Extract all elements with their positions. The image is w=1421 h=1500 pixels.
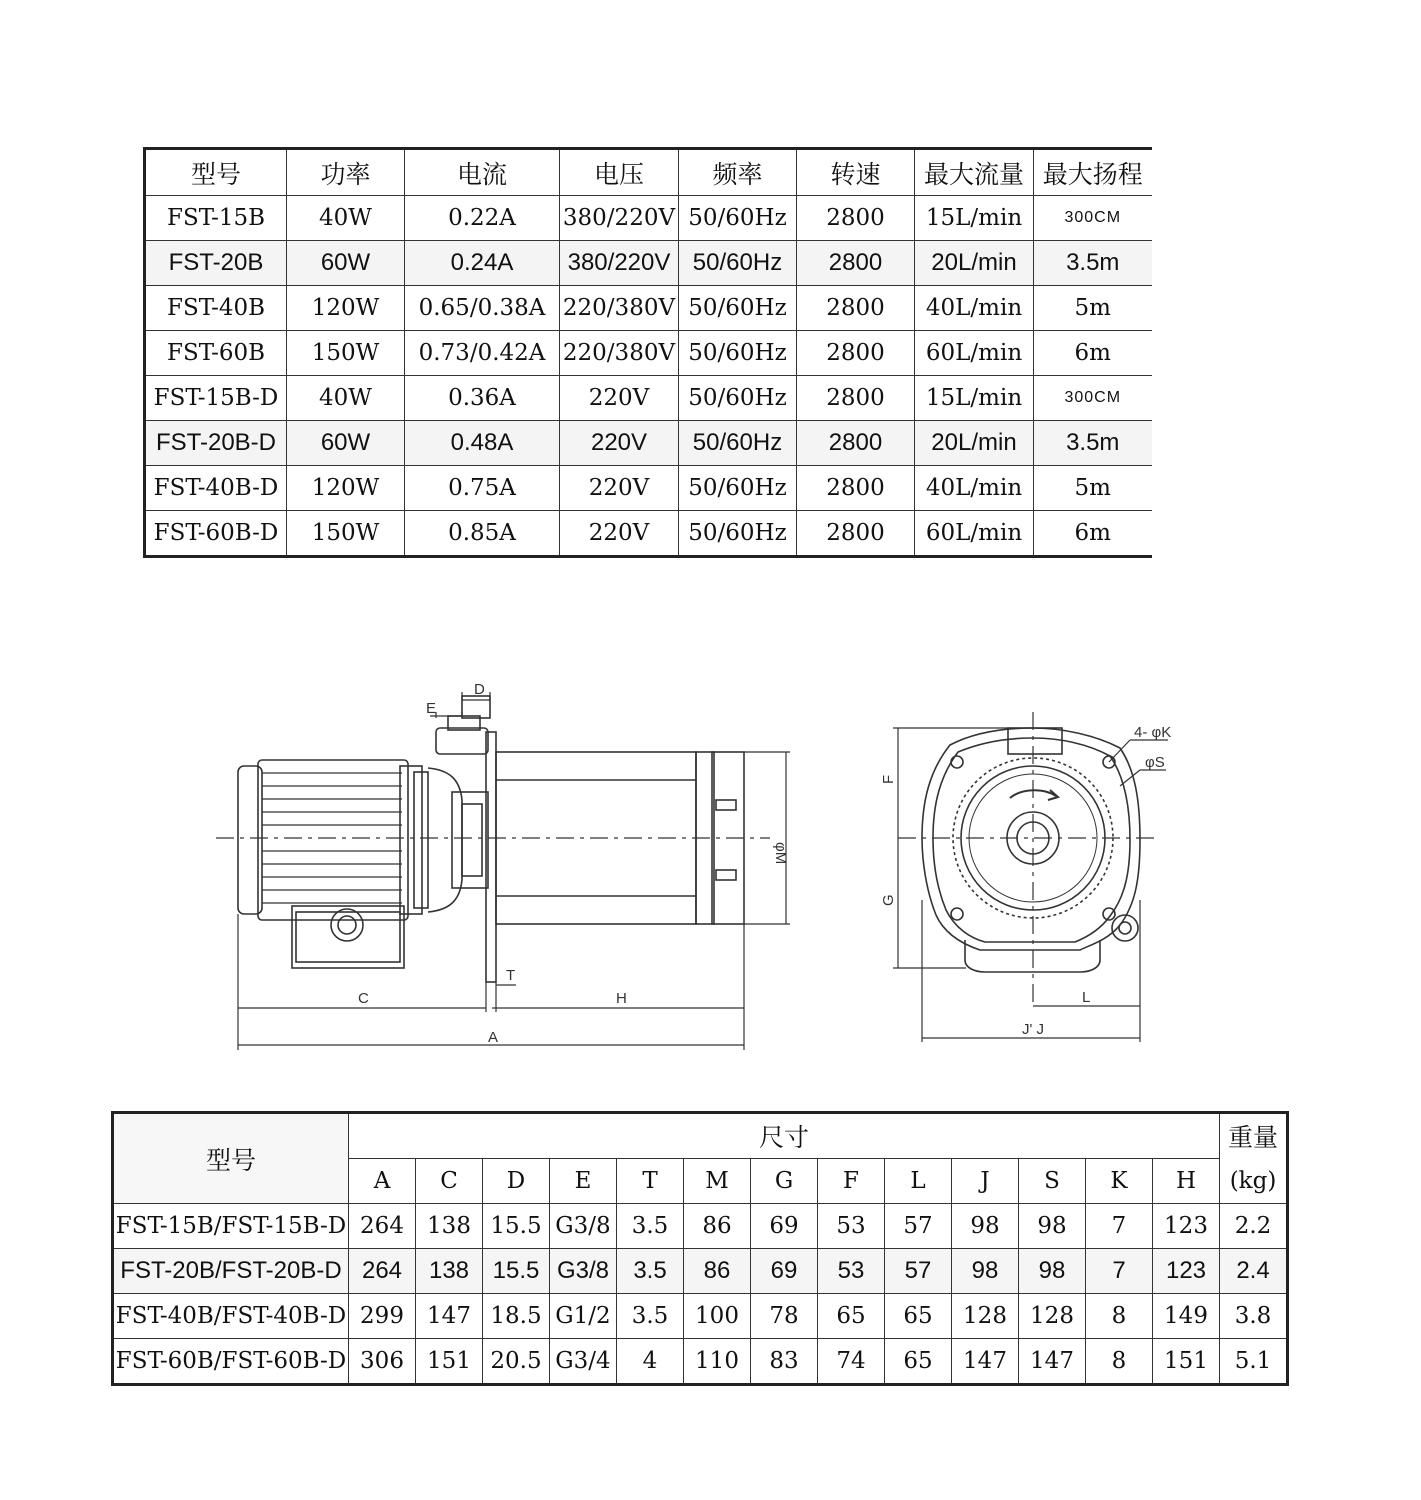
dim-cell: 128 <box>952 1294 1019 1339</box>
spec-row <box>145 376 1152 421</box>
dim-cell: FST-15B/FST-15B-D <box>113 1204 349 1249</box>
spec-header-voltage: 电压 <box>560 149 679 196</box>
pump-side-view <box>216 681 790 1050</box>
bolt-hole-icon <box>951 908 963 920</box>
spec-cell: 15L/min <box>915 196 1034 241</box>
dim-header-weight: 重量 <box>1220 1113 1288 1159</box>
spec-cell: FST-40B-D <box>145 466 287 511</box>
label-a: A <box>488 1029 499 1046</box>
spec-cell: 5m <box>1034 466 1152 511</box>
spec-cell: FST-15B <box>145 196 287 241</box>
spec-cell: 40W <box>287 196 405 241</box>
dim-cell: 138 <box>416 1204 483 1249</box>
dim-cell: 65 <box>818 1294 885 1339</box>
spec-row <box>145 196 1152 241</box>
dim-cell: 8 <box>1086 1339 1153 1385</box>
dim-col-c: C <box>416 1159 483 1204</box>
spec-cell: 2800 <box>797 421 915 466</box>
dim-cell: 69 <box>751 1249 818 1294</box>
dim-cell: 299 <box>349 1294 416 1339</box>
spec-cell: 220V <box>560 511 679 557</box>
dim-cell: 98 <box>952 1204 1019 1249</box>
dim-cell: 5.1 <box>1220 1339 1288 1385</box>
spec-cell: 6m <box>1034 511 1152 557</box>
spec-cell: 0.85A <box>405 511 560 557</box>
spec-cell: 380/220V <box>560 241 679 286</box>
label-c: C <box>358 990 369 1007</box>
cable-gland-icon <box>331 909 363 941</box>
spec-cell: 40L/min <box>915 286 1034 331</box>
spec-cell: 0.73/0.42A <box>405 331 560 376</box>
spec-header-max-head: 最大扬程 <box>1034 149 1152 196</box>
spec-cell: FST-40B <box>145 286 287 331</box>
dim-cell: FST-20B/FST-20B-D <box>113 1249 349 1294</box>
dim-cell: G1/2 <box>550 1294 617 1339</box>
spec-cell: FST-20B <box>145 241 287 286</box>
label-d: D <box>474 681 485 698</box>
dim-cell: 100 <box>684 1294 751 1339</box>
spec-cell: 220/380V <box>560 286 679 331</box>
label-s: φS <box>1145 754 1165 771</box>
spec-cell: 0.22A <box>405 196 560 241</box>
spec-cell: 50/60Hz <box>679 286 797 331</box>
cable-gland-icon <box>1112 915 1138 941</box>
dim-cell: G3/8 <box>550 1249 617 1294</box>
spec-row <box>145 421 1152 466</box>
spec-header-model: 型号 <box>145 149 287 196</box>
dim-cell: 2.4 <box>1220 1249 1288 1294</box>
dim-cell: 2.2 <box>1220 1204 1288 1249</box>
spec-header-row <box>145 149 1152 196</box>
dim-cell: 86 <box>684 1204 751 1249</box>
dim-col-k: K <box>1086 1159 1153 1204</box>
spec-cell: 20L/min <box>915 421 1034 466</box>
dim-col-l: L <box>885 1159 952 1204</box>
dim-cell: 98 <box>952 1249 1019 1294</box>
spec-cell: 150W <box>287 511 405 557</box>
spec-cell: 60L/min <box>915 331 1034 376</box>
spec-cell: 0.75A <box>405 466 560 511</box>
dim-cell: 3.5 <box>617 1249 684 1294</box>
dim-col-f: F <box>818 1159 885 1204</box>
spec-cell: 2800 <box>797 331 915 376</box>
dim-cell: 53 <box>818 1249 885 1294</box>
dim-cell: 74 <box>818 1339 885 1385</box>
spec-row <box>145 286 1152 331</box>
dim-col-a: A <box>349 1159 416 1204</box>
label-h: H <box>616 990 627 1007</box>
dim-col-j: J <box>952 1159 1019 1204</box>
spec-cell: 3.5m <box>1034 241 1152 286</box>
bolt-hole-icon <box>1103 908 1115 920</box>
spec-row <box>145 241 1152 286</box>
dim-col-d: D <box>483 1159 550 1204</box>
dim-cell: FST-60B/FST-60B-D <box>113 1339 349 1385</box>
label-f: F <box>880 774 897 784</box>
spec-cell: FST-20B-D <box>145 421 287 466</box>
spec-cell: 6m <box>1034 331 1152 376</box>
dim-row <box>113 1294 1288 1339</box>
spec-header-max-flow: 最大流量 <box>915 149 1034 196</box>
spec-cell: 40W <box>287 376 405 421</box>
dim-col-s: S <box>1019 1159 1086 1204</box>
spec-cell: 300CM <box>1034 196 1152 241</box>
spec-cell: 50/60Hz <box>679 421 797 466</box>
spec-cell: 60L/min <box>915 511 1034 557</box>
dim-cell: 306 <box>349 1339 416 1385</box>
dim-cell: 86 <box>684 1249 751 1294</box>
dim-cell: 149 <box>1153 1294 1220 1339</box>
dim-cell: 264 <box>349 1249 416 1294</box>
dim-cell: 147 <box>416 1294 483 1339</box>
dim-cell: 147 <box>952 1339 1019 1385</box>
spec-row <box>145 466 1152 511</box>
dim-cell: 4 <box>617 1339 684 1385</box>
dim-cell: 3.5 <box>617 1204 684 1249</box>
dimension-table <box>111 1111 1289 1386</box>
spec-cell: 2800 <box>797 466 915 511</box>
dim-cell: 123 <box>1153 1249 1220 1294</box>
spec-row <box>145 331 1152 376</box>
spec-cell: 0.24A <box>405 241 560 286</box>
spec-table <box>143 147 1152 558</box>
dim-col-m: M <box>684 1159 751 1204</box>
dim-row <box>113 1249 1288 1294</box>
spec-cell: 20L/min <box>915 241 1034 286</box>
dim-cell: 8 <box>1086 1294 1153 1339</box>
spec-cell: FST-15B-D <box>145 376 287 421</box>
spec-cell: 50/60Hz <box>679 511 797 557</box>
spec-cell: 50/60Hz <box>679 241 797 286</box>
spec-cell: 2800 <box>797 241 915 286</box>
dim-cell: FST-40B/FST-40B-D <box>113 1294 349 1339</box>
dim-col-weight-unit: (kg) <box>1220 1159 1288 1204</box>
spec-cell: 220V <box>560 466 679 511</box>
spec-cell: 120W <box>287 286 405 331</box>
dim-cell: 147 <box>1019 1339 1086 1385</box>
dim-cell: 57 <box>885 1204 952 1249</box>
dim-col-g: G <box>751 1159 818 1204</box>
dim-header-size: 尺寸 <box>349 1113 1220 1159</box>
label-k: 4- φK <box>1134 724 1172 741</box>
dim-cell: 110 <box>684 1339 751 1385</box>
dim-col-h: H <box>1153 1159 1220 1204</box>
dim-row <box>113 1339 1288 1385</box>
dim-cell: 83 <box>751 1339 818 1385</box>
label-t: T <box>506 967 516 984</box>
label-j: J' J <box>1022 1021 1045 1038</box>
spec-header-frequency: 频率 <box>679 149 797 196</box>
dim-cell: 3.5 <box>617 1294 684 1339</box>
dim-cell: G3/8 <box>550 1204 617 1249</box>
spec-cell: 2800 <box>797 376 915 421</box>
dim-cell: 128 <box>1019 1294 1086 1339</box>
spec-header-current: 电流 <box>405 149 560 196</box>
spec-cell: 0.65/0.38A <box>405 286 560 331</box>
spec-cell: 2800 <box>797 286 915 331</box>
dim-cell: 20.5 <box>483 1339 550 1385</box>
spec-header-power: 功率 <box>287 149 405 196</box>
spec-cell: 220V <box>560 421 679 466</box>
spec-cell: 220V <box>560 376 679 421</box>
dim-cell: 65 <box>885 1339 952 1385</box>
spec-cell: 120W <box>287 466 405 511</box>
dim-cell: 57 <box>885 1249 952 1294</box>
dim-cell: 15.5 <box>483 1204 550 1249</box>
spec-cell: 5m <box>1034 286 1152 331</box>
dim-header-row <box>113 1113 1288 1159</box>
bolt-hole-icon <box>951 756 963 768</box>
spec-cell: 50/60Hz <box>679 331 797 376</box>
spec-cell: 15L/min <box>915 376 1034 421</box>
dim-cell: 78 <box>751 1294 818 1339</box>
label-m: φM <box>772 842 789 865</box>
spec-cell: 50/60Hz <box>679 466 797 511</box>
dim-cell: G3/4 <box>550 1339 617 1385</box>
spec-row <box>145 511 1152 557</box>
spec-cell: 300CM <box>1034 376 1152 421</box>
dim-cell: 18.5 <box>483 1294 550 1339</box>
dim-cell: 98 <box>1019 1249 1086 1294</box>
spec-cell: 0.36A <box>405 376 560 421</box>
dim-col-e: E <box>550 1159 617 1204</box>
dim-row <box>113 1204 1288 1249</box>
dim-cell: 123 <box>1153 1204 1220 1249</box>
dim-cell: 69 <box>751 1204 818 1249</box>
spec-cell: 2800 <box>797 196 915 241</box>
dim-cell: 98 <box>1019 1204 1086 1249</box>
dim-cell: 138 <box>416 1249 483 1294</box>
dim-cell: 151 <box>1153 1339 1220 1385</box>
spec-header-speed: 转速 <box>797 149 915 196</box>
spec-cell: 2800 <box>797 511 915 557</box>
spec-cell: 150W <box>287 331 405 376</box>
label-e: E <box>426 700 437 717</box>
spec-cell: FST-60B-D <box>145 511 287 557</box>
dim-cell: 264 <box>349 1204 416 1249</box>
dim-header-model: 型号 <box>113 1113 349 1204</box>
spec-cell: 50/60Hz <box>679 196 797 241</box>
label-g: G <box>880 894 897 906</box>
dim-cell: 3.8 <box>1220 1294 1288 1339</box>
dim-cell: 7 <box>1086 1249 1153 1294</box>
dim-cell: 15.5 <box>483 1249 550 1294</box>
bolt-hole-icon <box>1103 756 1115 768</box>
spec-cell: 50/60Hz <box>679 376 797 421</box>
spec-cell: 40L/min <box>915 466 1034 511</box>
spec-cell: 380/220V <box>560 196 679 241</box>
spec-cell: FST-60B <box>145 331 287 376</box>
spec-cell: 60W <box>287 241 405 286</box>
pump-front-view <box>880 712 1171 1042</box>
spec-cell: 220/380V <box>560 331 679 376</box>
label-l: L <box>1082 989 1091 1006</box>
spec-cell: 60W <box>287 421 405 466</box>
dim-cell: 53 <box>818 1204 885 1249</box>
spec-cell: 0.48A <box>405 421 560 466</box>
dim-cell: 7 <box>1086 1204 1153 1249</box>
dim-col-t: T <box>617 1159 684 1204</box>
dim-cell: 151 <box>416 1339 483 1385</box>
spec-cell: 3.5m <box>1034 421 1152 466</box>
dim-cell: 65 <box>885 1294 952 1339</box>
